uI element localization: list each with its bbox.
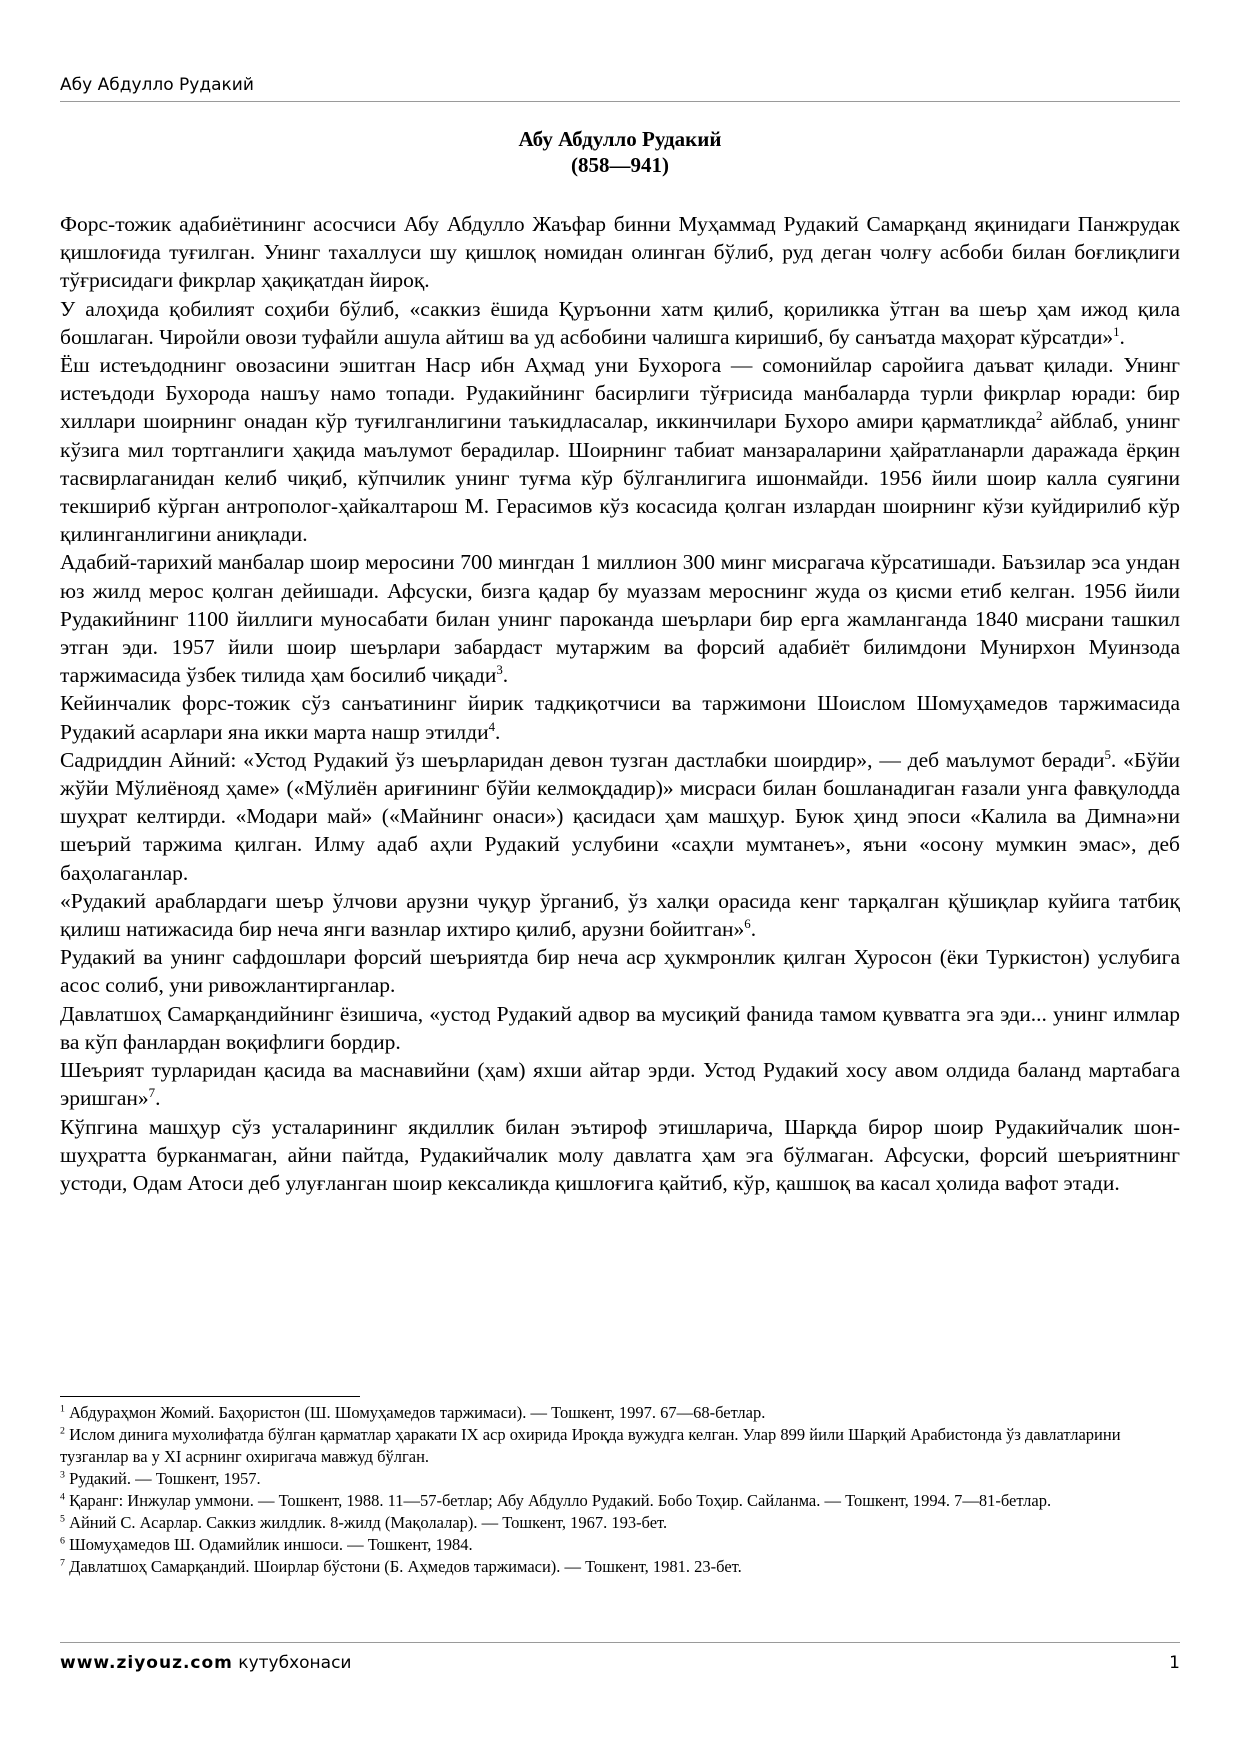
footnote-ref[interactable]: 7	[148, 1086, 156, 1101]
paragraph: Адабий-тарихий манбалар шоир меросини 700 мингдан 1 миллион 300 минг мисрагача кўрсатишади. Баъзилар эса ундан юз жилд мерос қолган дейишади. Афсуски, бизга қадар бу муаззам мероснинг жуда оз қисми етиб келган. 1956 йили Рудакийнинг 1100 йиллиги муносабати билан унинг пароканда шеърлари бир ерга жамланганда 1840 мисрани ташкил этган эди. 1957 йили шоир шеърлари забардаст мутаржим ва форсий адабиёт билимдони Мунирхон Муинзода таржимасида ўзбек тилида ҳам босилиб чиқади$^3$.	[60, 550, 1180, 688]
footnote-item: $^1$ Абдураҳмон Жомий. Баҳористон (Ш. Шомуҳамедов таржимаси). — Тошкент, 1997. 67—68-бетлар.	[60, 1403, 766, 1422]
site-link[interactable]: www.ziyouz.com	[60, 1653, 233, 1673]
footnote-item: $^6$ Шомуҳамедов Ш. Одамийлик иншоси. — Тошкент, 1984.	[60, 1535, 473, 1554]
paragraph: Шеърият турларидан қасида ва маснавийни (ҳам) яхши айтар эрди. Устод Рудакий хосу авом олдида баланд мартабага эришган»$^7$.	[60, 1058, 1180, 1111]
paragraph: Кўпгина машҳур сўз усталарининг якдиллик билан эътироф этишларича, Шарқда бирор шоир Рудакийчалик шон-шуҳратта бурканмаган, айни пайтда, Рудакийчалик молу давлатга ҳам эга бўлмаган. Афсуски, форсий шеъриятнинг устоди, Одам Атоси деб улуғланган шоир кексаликда қишлоғига қайтиб, кўр, қашшоқ ва касал ҳолида вафот этади.	[60, 1114, 1180, 1195]
paragraph: Кейинчалик форс-тожик сўз санъатининг йирик тадқиқотчиси ва таржимони Шоислом Шомуҳамедов таржимасида Рудакий асарлари яна икки марта нашр этилди$^4$.	[60, 691, 1180, 744]
footnote-ref[interactable]: 5	[1104, 747, 1111, 762]
paragraph: Ёш истеъдоднинг овозасини эшитган Наср ибн Аҳмад уни Бухорога — сомонийлар саройига даъват қилади. Унинг истеъдоди Бухорода нашъу намо топади. Рудакийнинг басирлиги тўғрисида манбаларда турли фикрлар юради: бир хиллари шоирнинг онадан кўр туғилганлигини таъкидласалар, иккинчилари Бухоро амири қарматликда$^2$ айблаб, унинг кўзига мил тортганлиги ҳақида маълумот берадилар. Шоирнинг табиат манзараларини ҳайратланарли даражада ёрқин тасвирлаганидан келиб чиқиб, кўпчилик унинг туғма кўр бўлганлигига ишонмайди. 1956 йили шоир калла суягини текшириб кўрган антрополог-ҳайкалтарош М. Герасимов кўз косасида қолган излардан шоирнинг кўзи куйдирилиб кўр қилинганлигини аниқлади.	[60, 353, 1180, 547]
footnote-ref[interactable]: 6	[744, 916, 751, 931]
paragraph: «Рудакий араблардаги шеър ўлчови арузни чуқур ўрганиб, ўз халқи орасида кенг тарқалган қўшиқлар куйига татбиқ қилиш натижасида бир неча янги вазнлар ихтиро қилиб, арузни бойитган»$^6$.	[60, 888, 1180, 942]
footnote-separator	[60, 1396, 360, 1397]
title-years: (858—941)	[571, 153, 669, 177]
footnote-item: $^2$ Ислом динига мухолифатда бўлган қарматлар ҳаракати IX аср охирида Ироқда вужудга келган. Улар 899 йили Шарқий Арабистонда ўз давлатларини тузганлар ва у XI асрнинг охиригача мавжуд бўлган.	[60, 1425, 1121, 1466]
footnote-ref[interactable]: 4	[488, 719, 496, 734]
paragraph: Садриддин Айний: «Устод Рудакий ўз шеърларидан девон тузган дастлабки шоирдир», — деб маълумот беради$^5$. «Бўйи жўйи Мўлиёнояд ҳаме» («Мўлиён ариғининг бўйи келмоқдадир)» мисраси билан бошланадиган ғазали унга фавқулодда шуҳрат келтирди. «Модари май» («Майнинг онаси») қасидаси ҳам машҳур. Буюк ҳинд эпоси «Калила ва Димна»ни шеърий таржима қилган. Илму адаб аҳли Рудакий услубини «саҳли мумтанеъ», яъни «осону мумкин эмас», деб баҳолаганлар.	[60, 747, 1180, 885]
paragraph: Давлатшоҳ Самарқандийнинг ёзишича, «устод Рудакий адвор ва мусиқий фанида тамом қувватга эга эди... унинг илмлар ва кўп фанлардан воқифлиги бордир.	[60, 1001, 1180, 1054]
page-footer	[60, 1652, 1180, 1674]
footnote-item: $^5$ Айний С. Асарлар. Саккиз жилдлик. 8-жилд (Мақолалар). — Тошкент, 1967. 193-бет.	[60, 1513, 668, 1532]
page-number: 1	[1169, 1653, 1180, 1673]
footnote-ref[interactable]: 1	[1113, 324, 1120, 339]
footnote-item: $^4$ Қаранг: Инжулар уммони. — Тошкент, 1988. 11—57-бетлар; Абу Абдулло Рудакий. Бобо Тоҳир. Сайланма. — Тошкент, 1994. 7—81-бетлар.	[60, 1491, 1052, 1510]
footnote-item: $^3$ Рудакий. — Тошкент, 1957.	[60, 1469, 261, 1488]
paragraph: Рудакий ва унинг сафдошлари форсий шеъриятда бир неча аср ҳукмронлик қилган Хуросон (ёки Туркистон) услубига асос солиб, уни ривожлантирганлар.	[60, 945, 1180, 998]
footnotes	[60, 1402, 1180, 1578]
footer-rule	[60, 1642, 1180, 1643]
footnote-item: $^7$ Давлатшоҳ Самарқандий. Шоирлар бўстони (Б. Аҳмедов таржимаси). — Тошкент, 1981. 23-бет.	[60, 1557, 742, 1576]
header-rule	[60, 101, 1180, 102]
paragraph: У алоҳида қобилият соҳиби бўлиб, «саккиз ёшида Қуръонни хатм қилиб, қориликка ўтган ва шеър ҳам ижод қила бошлаган. Чиройли овози туфайли ашула айтиш ва уд асбобини чалишга киришиб, бу санъатда маҳорат кўрсатди»$^1$.	[60, 296, 1180, 349]
footnote-ref[interactable]: 2	[1036, 409, 1043, 424]
running-header: Абу Абдулло Рудакий	[60, 75, 254, 95]
paragraph: Форс-тожик адабиётининг асосчиси Абу Абдулло Жаъфар бинни Муҳаммад Рудакий Самарқанд яқинидаги Панжрудак қишлоғида туғилган. Унинг тахаллуси шу қишлоқ номидан олинган бўлиб, руд деган чолғу асбоби билан боғлиқлиги тўғрисидаги фикрлар ҳақиқатдан йироқ.	[60, 212, 1180, 293]
footnote-ref[interactable]: 3	[496, 663, 503, 678]
title-name: Абу Абдулло Рудакий	[518, 127, 722, 151]
article-body	[60, 210, 1180, 1197]
article-title	[60, 126, 1180, 178]
footer-library-text: кутубхонаси	[232, 1653, 352, 1673]
